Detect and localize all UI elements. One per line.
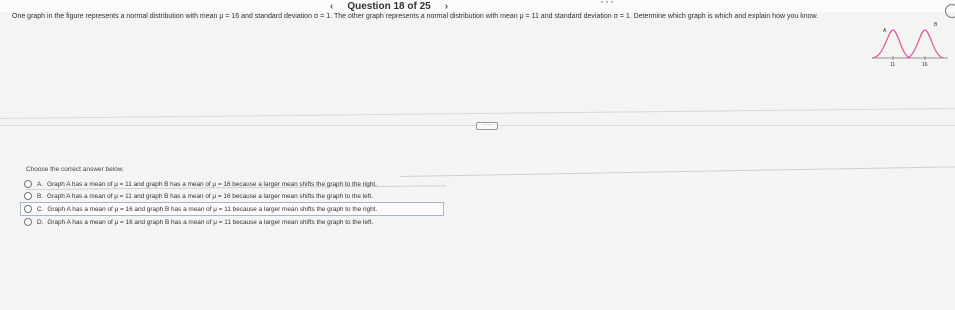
option-letter: C.	[37, 205, 44, 213]
answer-option-b[interactable]	[24, 190, 444, 202]
option-text: Graph A has a mean of μ = 11 and graph B has a mean of μ = 16 because a larger mean shifts the graph to the left.	[47, 192, 373, 200]
option-letter: A.	[37, 180, 44, 188]
radio-button-c[interactable]	[24, 205, 32, 213]
question-navigator	[330, 0, 448, 12]
tick-label-11: 11	[890, 62, 896, 68]
answer-option-c[interactable]	[20, 202, 444, 216]
more-options-icon[interactable]: ···	[600, 0, 615, 8]
instructions: Choose the correct answer below.	[26, 166, 124, 173]
expand-button[interactable]: ·····	[476, 122, 498, 130]
radio-button-b[interactable]	[24, 192, 32, 200]
section-divider	[0, 108, 955, 119]
option-text: Graph A has a mean of μ = 16 and graph B has a mean of μ = 11 because a larger mean shifts the graph to the right.	[47, 205, 378, 213]
curve-a	[872, 30, 911, 58]
distribution-graphs	[868, 18, 950, 84]
question-counter: Question 18 of 25	[347, 0, 431, 12]
option-letter: B.	[37, 192, 44, 200]
option-text: Graph A has a mean of μ = 16 and graph B has a mean of μ = 11 because a larger mean shifts the graph to the left.	[47, 218, 374, 226]
option-letter: D.	[37, 218, 44, 226]
radio-button-d[interactable]	[24, 218, 32, 226]
next-question-button[interactable]: ›	[444, 0, 449, 12]
top-bar	[0, 0, 955, 12]
help-icon[interactable]	[945, 4, 955, 18]
divider	[400, 166, 955, 177]
answer-option-d[interactable]	[24, 216, 444, 228]
tick-label-16: 16	[922, 62, 928, 68]
graph-label-a: A	[883, 28, 887, 34]
graph-label-b: B	[934, 22, 938, 28]
option-text: Graph A has a mean of μ = 11 and graph B has a mean of μ = 16 because a larger mean shifts the graph to the right.	[47, 180, 377, 188]
previous-question-button[interactable]: ‹	[330, 0, 334, 12]
question-text: One graph in the figure represents a normal distribution with mean μ = 16 and standard deviation σ = 1. The other graph represents a normal distribution with mean μ = 11 and standard deviation σ = 1. Determine which graph is which and explain how you know.	[12, 13, 819, 20]
answer-options	[24, 178, 444, 228]
answer-option-a[interactable]	[24, 178, 444, 190]
radio-button-a[interactable]	[24, 180, 32, 188]
curve-b	[906, 30, 944, 58]
